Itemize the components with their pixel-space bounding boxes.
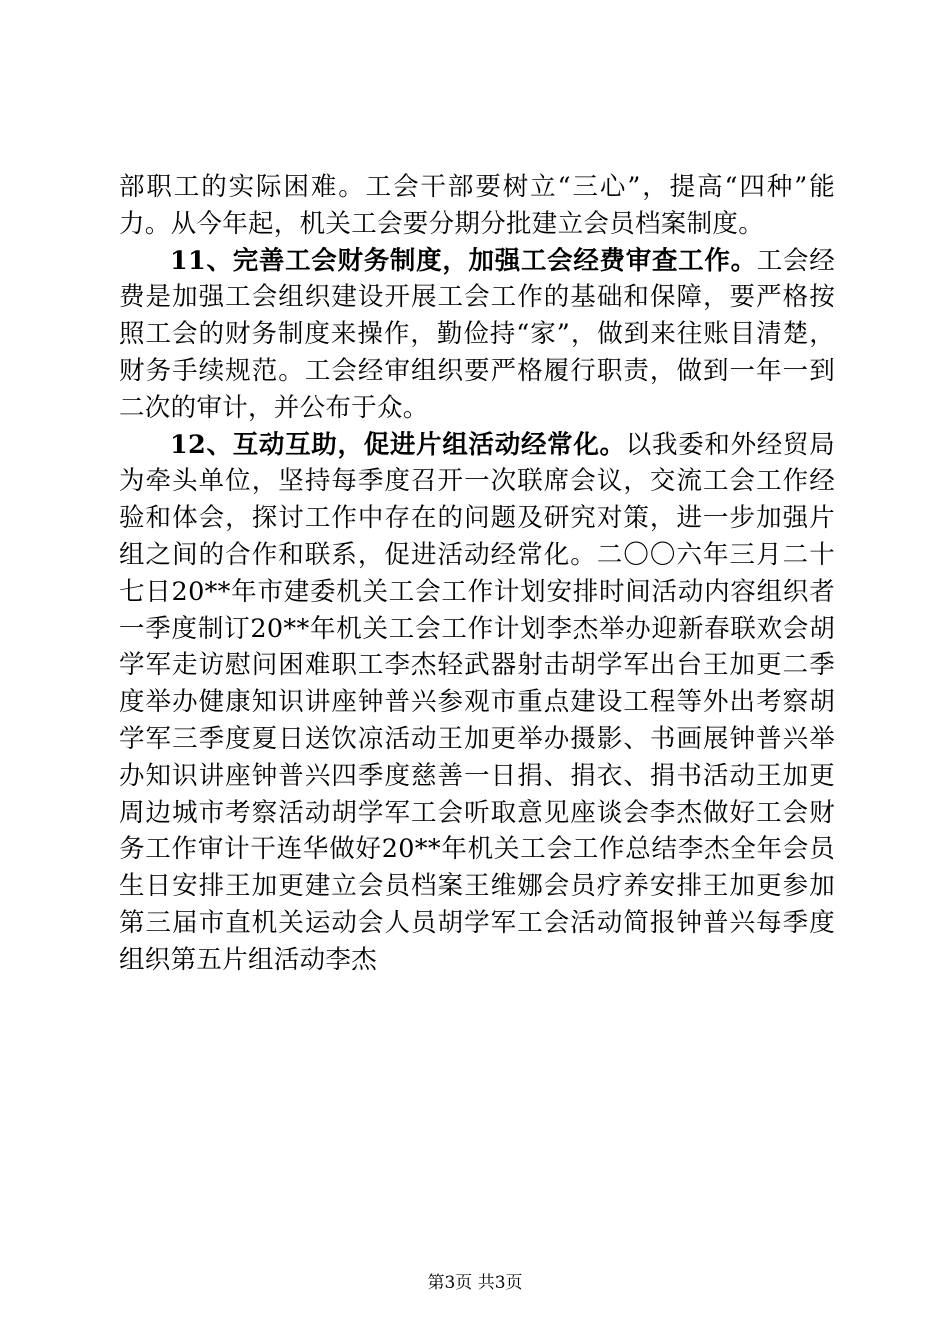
section-heading-12: 12、互动互助，促进片组活动经常化。: [170, 429, 626, 460]
section-heading-11: 11、完善工会财务制度，加强工会经费审查工作。: [170, 245, 757, 276]
paragraph-text: 部职工的实际困难。工会干部要树立“三心”，提高“四种”能力。从今年起，机关工会要分期分批建立会员档案制度。: [119, 172, 835, 239]
document-body: [119, 169, 835, 979]
paragraph-group-activities: [119, 427, 835, 979]
paragraph-text: 工会经费是加强工会组织建设开展工会工作的基础和保障，要严格按照工会的财务制度来操作，勤俭持“家”，做到来往账目清楚，财务手续规范。工会经审组织要严格履行职责，做到一年一到二次的审计，并公布于众。: [119, 245, 836, 423]
paragraph-text: 以我委和外经贸局为牵头单位，坚持每季度召开一次联席会议，交流工会工作经验和体会，探讨工作中存在的问题及研究对策，进一步加强片组之间的合作和联系，促进活动经常化。二〇〇六年三月二十七日20**年市建委机关工会工作计划安排时间活动内容组织者一季度制订20**年机关工会工作计划李杰举办迎新春联欢会胡学军走访慰问困难职工李杰轻武器射击胡学军出台王加更二季度举办健康知识讲座钟普兴参观市重点建设工程等外出考察胡学军三季度夏日送饮凉活动王加更举办摄影、书画展钟普兴举办知识讲座钟普兴四季度慈善一日捐、捐衣、捐书活动王加更周边城市考察活动胡学军工会听取意见座谈会李杰做好工会财务工作审计干连华做好20**年机关工会工作总结李杰全年会员生日安排王加更建立会员档案王维娜会员疗养安排王加更参加第三届市直机关运动会人员胡学军工会活动简报钟普兴每季度组织第五片组活动李杰: [119, 429, 835, 975]
paragraph-continuation: [119, 169, 835, 243]
page-footer: 第3页 共3页: [427, 1273, 523, 1293]
paragraph-finance: [119, 243, 835, 427]
